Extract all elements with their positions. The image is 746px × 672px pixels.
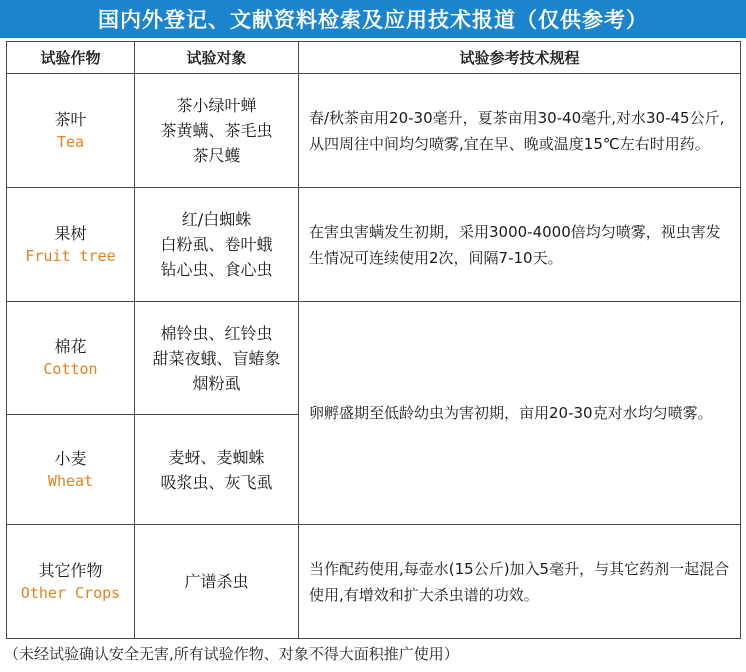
table-row — [7, 188, 741, 302]
target-item: 烟粉虱 — [192, 373, 241, 393]
target-item: 茶黄螨、茶毛虫 — [160, 121, 273, 140]
procedure-cell: 当作配药使用,每壶水(15公斤)加入5毫升，与其它药剂一起混合使用,有增效和扩大杀虫谱的功效。 — [299, 525, 741, 639]
table-row — [7, 525, 741, 639]
target-item: 广谱杀虫 — [184, 572, 249, 591]
target-cell — [135, 415, 299, 525]
procedure-cell: 春/秋茶亩用20-30毫升，夏茶亩用30-40毫升,对水30-45公斤,从四周往中间均匀喷雾,宜在早、晚或温度15℃左右时用药。 — [299, 74, 741, 188]
page-title: 国内外登记、文献资料检索及应用技术报道（仅供参考） — [98, 8, 648, 32]
crop-name-cn: 其它作物 — [38, 560, 103, 580]
crop-name-en: Wheat — [47, 471, 94, 490]
header-crop: 试验作物 — [7, 42, 135, 74]
crop-name-en: Cotton — [43, 360, 98, 378]
disclaimer-note: （未经试验确认安全无害,所有试验作物、对象不得大面积推广使用） — [4, 645, 459, 663]
target-item: 甜菜夜蛾、盲蝽象 — [152, 348, 281, 368]
target-cell — [135, 302, 299, 415]
crop-name-cn: 小麦 — [54, 448, 87, 468]
crop-cell — [7, 415, 135, 525]
target-item: 棉铃虫、红铃虫 — [160, 323, 273, 343]
page-title-banner — [0, 0, 746, 38]
target-cell — [135, 188, 299, 302]
target-item: 吸浆虫、灰飞虱 — [160, 472, 273, 492]
technical-reference-table — [6, 41, 741, 639]
target-item: 麦蚜、麦蜘蛛 — [168, 447, 265, 467]
target-cell — [135, 74, 299, 188]
target-item: 钻心虫、食心虫 — [160, 260, 273, 279]
crop-cell — [7, 525, 135, 639]
crop-name-en: Tea — [56, 132, 85, 151]
target-item: 茶小绿叶蝉 — [176, 96, 257, 115]
target-item: 白粉虱、卷叶蛾 — [160, 235, 273, 254]
crop-name-en: Fruit tree — [25, 246, 116, 265]
crop-cell — [7, 302, 135, 415]
header-procedure: 试验参考技术规程 — [299, 42, 741, 74]
procedure-cell: 在害虫害螨发生初期，采用3000-4000倍均匀喷雾，视虫害发生情况可连续使用2次，间隔7-10天。 — [299, 188, 741, 302]
target-item: 茶尺蠖 — [192, 146, 241, 165]
procedure-cell: 卵孵盛期至低龄幼虫为害初期，亩用20-30克对水均匀喷雾。 — [299, 302, 741, 525]
crop-cell — [7, 74, 135, 188]
table-header-row — [7, 42, 741, 74]
crop-name-cn: 棉花 — [54, 337, 87, 356]
target-cell — [135, 525, 299, 639]
crop-name-cn: 果树 — [54, 223, 87, 243]
crop-cell — [7, 188, 135, 302]
crop-name-cn: 茶叶 — [54, 109, 87, 129]
table-row — [7, 74, 741, 188]
crop-name-en: Other Crops — [20, 583, 121, 602]
target-item: 红/白蜘蛛 — [181, 210, 252, 229]
table-row — [7, 302, 741, 415]
header-target: 试验对象 — [135, 42, 299, 74]
